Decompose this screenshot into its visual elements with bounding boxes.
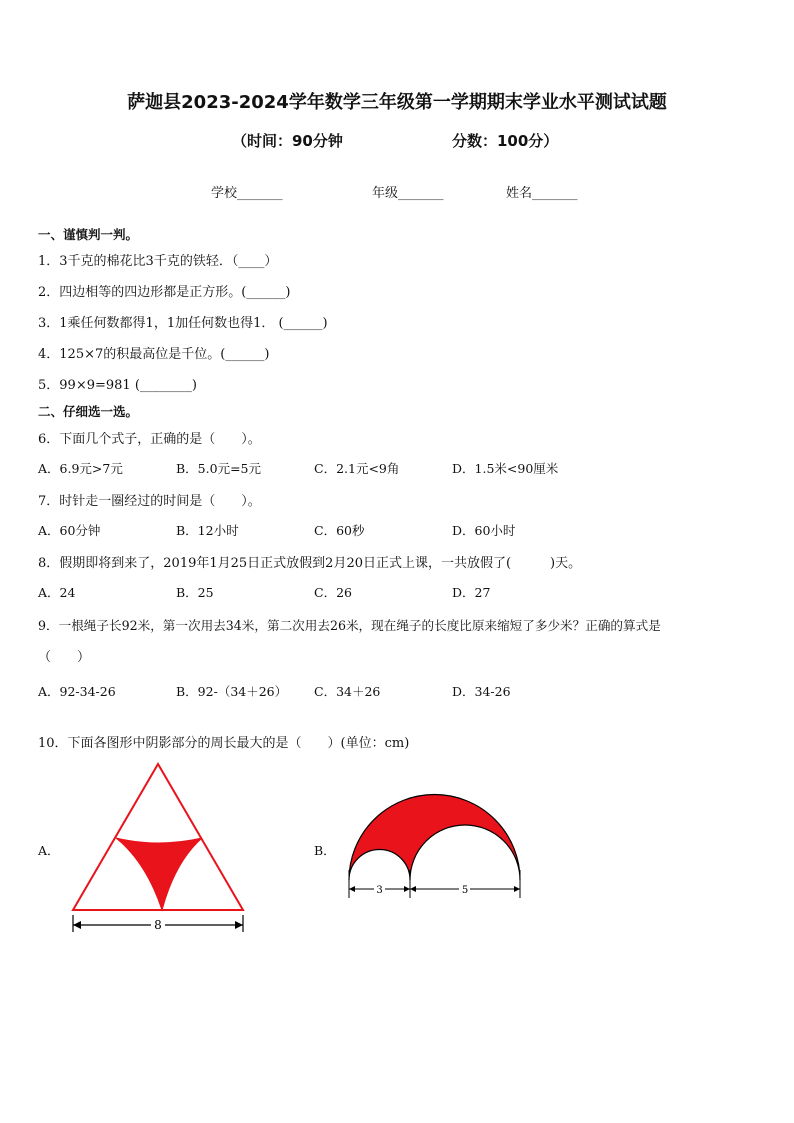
section-judge-heading: 一、谨慎判一判。 [38, 227, 139, 242]
q6-option-a: A．6.9元>7元 [38, 461, 123, 476]
exam-score: 分数：100分） [452, 132, 559, 150]
exam-time: （时间：90分钟 [232, 132, 343, 150]
small-diameter-label: 3 [376, 885, 383, 896]
question-7: 7．时针走一圈经过的时间是（ ）。 [38, 494, 261, 509]
q9-option-b: B．92-（34＋26） [176, 684, 288, 699]
q9-option-a: A．92-34-26 [38, 684, 116, 699]
page-title: 萨迦县2023-2024学年数学三年级第一学期期末学业水平测试试题 [127, 92, 667, 113]
section-choose-heading: 二、仔细选一选。 [38, 404, 139, 419]
q8-option-b: B．25 [176, 585, 214, 600]
q10-option-a: A． [38, 843, 60, 858]
q8-option-a: A．24 [38, 585, 76, 600]
q7-option-b: B．12小时 [176, 523, 239, 538]
q7-option-c: C．60秒 [314, 523, 365, 538]
question-9: 9．一根绳子长92米，第一次用去34米，第二次用去26米，现在绳子的长度比原来缩短了多少米？正确的算式是 [38, 618, 661, 633]
q10-option-b: B． [314, 843, 336, 858]
q8-option-c: C．26 [314, 585, 352, 600]
question-6: 6．下面几个式子，正确的是（ ）。 [38, 432, 261, 447]
question-1: 1．3千克的棉花比3千克的铁轻．（____） [38, 254, 278, 269]
question-4: 4．125×7的积最高位是千位。(______) [38, 347, 270, 362]
q6-option-b: B．5.0元=5元 [176, 461, 261, 476]
q6-option-c: C．2.1元<9角 [314, 461, 400, 476]
q8-option-d: D．27 [452, 585, 491, 600]
q7-option-d: D．60小时 [452, 523, 516, 538]
school-field: 学校_______ [211, 186, 283, 201]
question-3: 3．1乘任何数都得1，1加任何数也得1． (______) [38, 316, 328, 331]
question-2: 2．四边相等的四边形都是正方形。(______) [38, 285, 291, 300]
question-8: 8．假期即将到来了，2019年1月25日正式放假到2月20日正式上课，一共放假了( )天。 [38, 556, 582, 571]
q9-option-c: C．34＋26 [314, 684, 381, 699]
q6-option-d: D．1.5米<90厘米 [452, 461, 559, 476]
semicircle-shaded-region [349, 795, 520, 881]
grade-field: 年级_______ [372, 186, 444, 201]
large-diameter-label: 5 [461, 885, 469, 896]
question-5: 5．99×9=981 (________) [38, 378, 197, 393]
question-9-blank: （ ） [38, 650, 91, 665]
q7-option-a: A．60分钟 [38, 523, 101, 538]
triangle-side-label: 8 [154, 918, 162, 932]
name-field: 姓名_______ [506, 186, 578, 201]
question-10: 10．下面各图形中阴影部分的周长最大的是（ ）(单位：cm) [38, 736, 410, 751]
q9-option-d: D．34-26 [452, 684, 511, 699]
